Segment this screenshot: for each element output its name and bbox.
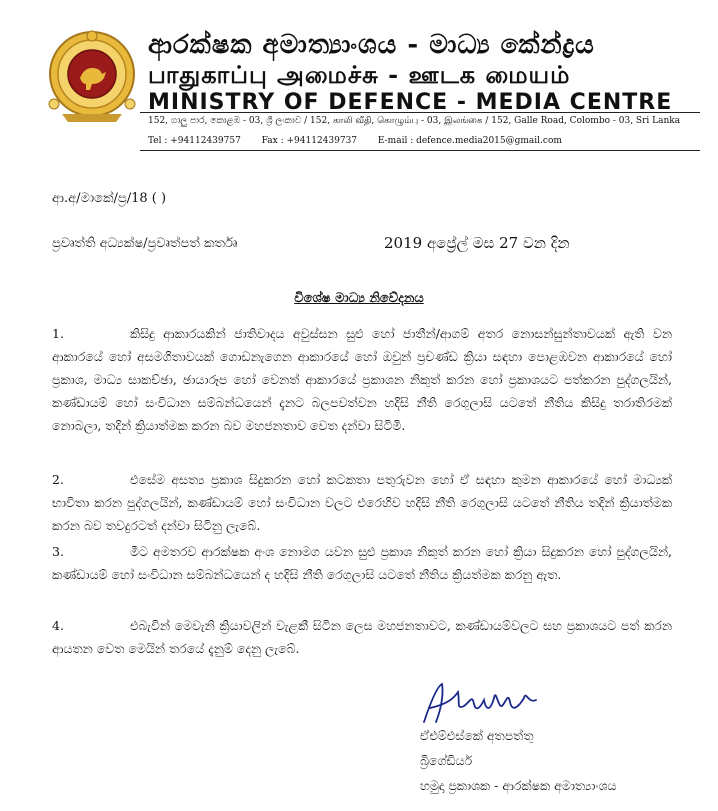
header-divider-bottom (140, 150, 700, 151)
header-email: E-mail : defence.media2015@gmail.com (377, 136, 562, 146)
header-tamil-title: பாதுகாப்பு அமைச்சு - ஊடக மையம் (148, 60, 571, 89)
reference-number: ආ.අ/මාකේ/ප්‍ර/18 ( ) (52, 191, 167, 206)
signatory-rank: බ්‍රිගේඩියර් (420, 753, 473, 768)
paragraph-3: 3. මීට අමතරව ආරක්ෂක අංශ නොමග යවන සුළු ප්‍රකාශ නිකුත් කරන හෝ ක්‍රියා සිදුකරන හෝ පුද්ගලයින්, කණ්ඩායම් හෝ සංවිධාන සම්බන්ධයෙන් ද හදිසි නීති රෙගුලාසි යටතේ නීතිය ක්‍රියත්මක කරනු ඇත. (52, 544, 672, 582)
paragraph-2: 2. එසේම අසත්‍ය ප්‍රකාශ සිදුකරන හෝ කටකතා පතුරුවන හෝ ඒ සඳහා කුමන ආකාරයේ හෝ මාධ්‍යක් භාවිතා කරන පුද්ගලයින්, කණ්ඩායම් හෝ සංවිධාන වලට එරෙහිව හදිසි නීති රෙගුලාසි යටතේ නීතිය තදින් ක්‍රියාත්මක කරන බව තවදුරටත් දන්වා සිටිනු ලැබේ. (52, 472, 672, 533)
signatory-position: හමුදා ප්‍රකාශක - ආරක්ෂක අමාත්‍යාංශය (420, 778, 617, 793)
header-address: 152, ගාලු පාර, කොළඹ - 03, ශ්‍රී ලංකාව / 152, காலி வீதி, கொழும்பு - 03, இலங்கை / 152, Galle Road, Colombo - 03, Sri Lanka (148, 116, 681, 126)
header-tel: Tel : +94112439757 (148, 136, 241, 146)
recipient-line: ප්‍රවෘත්ති අධ්‍යක්ෂ/ප්‍රවෘත්පත් කර්තෘ (52, 236, 238, 251)
handwritten-signature (418, 678, 548, 730)
paragraph-1: 1. කිසිදු ආකාරයකින් ජාතිවාදය අවුස්සන සුළු හෝ ජාතීන්/ආගම් අතර නොසන්සුන්තාවයක් ඇති වන ආකාරයේ හෝ අසමගිතාවයක් ගොඩනැගෙන ආකාරයේ හෝ ඔවුන් ප්‍රචණ්ඩ ක්‍රියා සඳහා පොළඹවන ආකාරයේ හෝ ප්‍රකාශ, මාධ්‍ය සාකච්ඡා, ඡායාරූප හෝ වෙනත් ආකාරයේ ප්‍රකාශන නිකුත් කරන හෝ ප්‍රකාශයට පත්කරන පුද්ගලයින්, කණ්ඩායම් හෝ සංවිධාන සම්බන්ධයෙන් දැනට බලපවත්වන හදිසි නීති රෙගුලාසි යටතේ නීතිය කිසිදු තරාතිරමක් නොබලා, තදින් ක්‍රියාත්මක කරන බව මහජනතාව වෙත දන්වා සිටිමි. (52, 326, 672, 433)
sri-lanka-emblem-logo (46, 26, 138, 126)
header-fax: Fax : +94112439737 (261, 136, 358, 146)
document-title: විශේෂ මාධ්‍ය නිවේදනය (294, 291, 424, 306)
header-contact (148, 136, 688, 146)
signatory-name: ඒඑම්එස්කේ අතපත්තු (420, 728, 534, 743)
header-english-title: MINISTRY OF DEFENCE - MEDIA CENTRE (148, 90, 673, 115)
paragraph-4: 4. එබැවින් මෙවැනි ක්‍රියාවලින් වැළකී සිටින ලෙස මහජනතාවට, කණ්ඩායම්වලට සහ ප්‍රකාශයට පත් කරන ආයතන වෙත මෙයින් තරයේ දැනුම් දෙනු ලැබේ. (52, 618, 672, 656)
header-sinhala-title: ආරක්ෂක අමාත්‍යාංශය - මාධ්‍ය කේන්ද්‍රය (148, 30, 595, 60)
header-divider-top (140, 112, 700, 113)
letter-date: 2019 අප්‍රේල් මස 27 වන දින (384, 234, 570, 252)
